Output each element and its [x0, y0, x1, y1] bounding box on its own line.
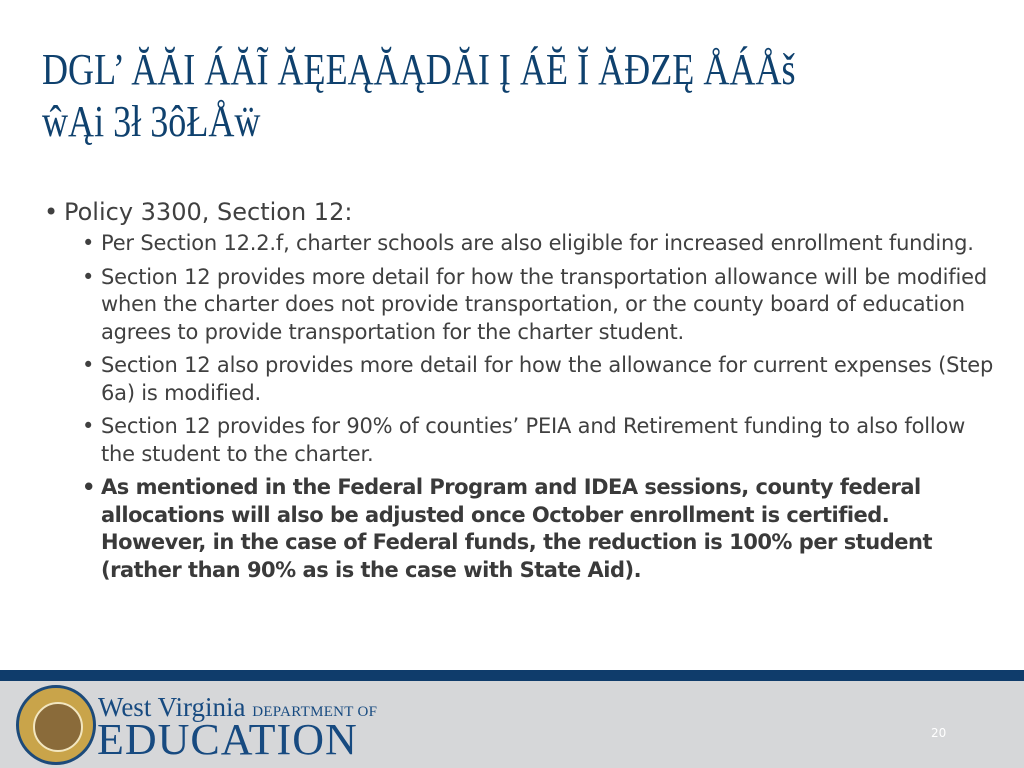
- state-seal-logo: [16, 685, 96, 765]
- slide-body: [44, 196, 994, 590]
- bullet-icon: •: [44, 198, 59, 226]
- title-line-1: DGL’ ĂĂI ÁĂĨ ĂĘEĄĂĄDĂI Į ÁĔ Ĭ ĂĐZĘ ÅÁÅš: [42, 45, 796, 94]
- bullet-icon: •: [82, 264, 95, 289]
- sub-bullet: • Section 12 provides for 90% of counties’ PEIA and Retirement funding to also follow the student to the charter.: [82, 414, 966, 466]
- bullet-icon: •: [82, 475, 95, 499]
- bullet-icon: •: [82, 414, 95, 438]
- sub-bullet: • Section 12 provides more detail for how the transportation allowance will be modified when the charter does not provide transportation, or the county board of education agrees to provide transportation for the charter student.: [82, 264, 987, 344]
- bullet-heading: • Policy 3300, Section 12:: [44, 198, 353, 226]
- footer-divider-bar: [0, 670, 1024, 681]
- logo-department: DEPARTMENT OF: [252, 704, 378, 720]
- page-number: 20: [931, 726, 947, 740]
- sub-bullet: • Per Section 12.2.f, charter schools are also eligible for increased enrollment funding.: [44, 230, 994, 258]
- bullet-icon: •: [82, 353, 95, 377]
- sub-bullet-bold: • As mentioned in the Federal Program and IDEA sessions, county federal allocations will also be adjusted once October enrollment is certified. However, in the case of Federal funds, the reduction is 100% per student (rather than 90% as is the case with State Aid).: [82, 475, 932, 582]
- logo-education: EDUCATION: [97, 715, 358, 764]
- sub-bullet: • Section 12 also provides more detail for how the allowance for current expenses (Step 6a) is modified.: [82, 353, 994, 405]
- logo-west-virginia: West Virginia DEPARTMENT OF: [98, 692, 378, 722]
- slide-title: [42, 44, 796, 148]
- title-line-2: ŵĄi 3ł 3ôŁÅẅ: [42, 97, 261, 146]
- bullet-icon: •: [82, 231, 95, 255]
